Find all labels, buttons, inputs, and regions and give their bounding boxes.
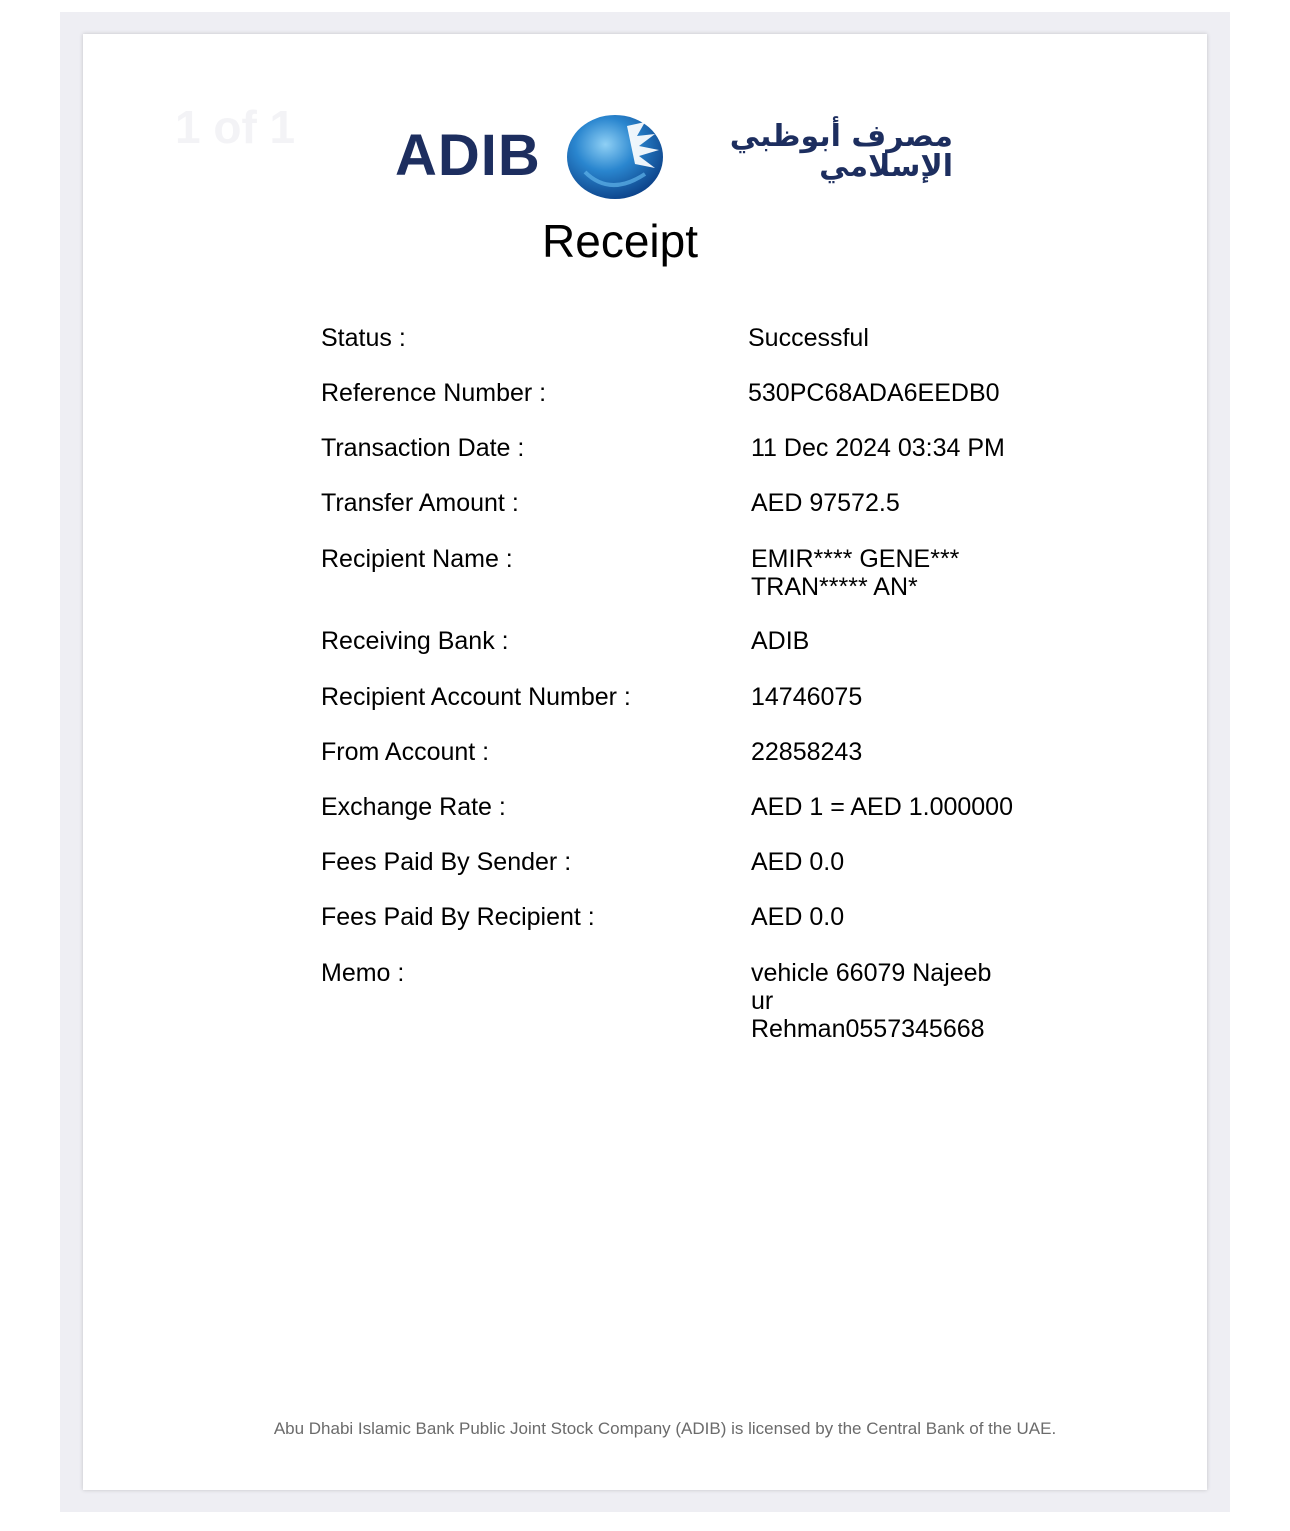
label-fees-paid-by-sender: Fees Paid By Sender : bbox=[321, 848, 572, 876]
label-reference-number: Reference Number : bbox=[321, 379, 547, 407]
label-from-account: From Account : bbox=[321, 738, 490, 766]
value-exchange-rate: AED 1 = AED 1.000000 bbox=[751, 793, 1013, 821]
label-status: Status : bbox=[321, 324, 406, 352]
value-status: Successful bbox=[748, 324, 869, 352]
adib-logo-text: ADIB bbox=[395, 123, 541, 188]
receipt-title: Receipt bbox=[542, 215, 698, 267]
value-reference-number: 530PC68ADA6EEDB0 bbox=[748, 379, 1000, 407]
value-from-account: 22858243 bbox=[751, 738, 863, 766]
footer-license-text: Abu Dhabi Islamic Bank Public Joint Stock Company (ADIB) is licensed by the Central Bank of the UAE. bbox=[273, 1419, 1057, 1438]
label-memo: Memo : bbox=[321, 959, 405, 987]
adib-globe-icon bbox=[565, 112, 665, 202]
value-fees-paid-by-sender: AED 0.0 bbox=[751, 848, 845, 876]
value-memo: vehicle 66079 Najeeb ur Rehman0557345668 bbox=[751, 959, 992, 1043]
arabic-line-1: مصرف أبوظبي bbox=[729, 119, 953, 154]
arabic-line-2: الإسلامي bbox=[819, 149, 953, 184]
label-fees-paid-by-recipient: Fees Paid By Recipient : bbox=[321, 903, 595, 931]
label-recipient-account-number: Recipient Account Number : bbox=[321, 683, 631, 711]
page-counter: 1 of 1 bbox=[175, 101, 296, 153]
receipt-page bbox=[83, 34, 1207, 1490]
label-receiving-bank: Receiving Bank : bbox=[321, 627, 509, 655]
label-transfer-amount: Transfer Amount : bbox=[321, 489, 519, 517]
value-transaction-date: 11 Dec 2024 03:34 PM bbox=[751, 434, 1005, 462]
value-receiving-bank: ADIB bbox=[751, 627, 810, 655]
value-recipient-name: EMIR**** GENE*** TRAN***** AN* bbox=[751, 545, 960, 601]
label-transaction-date: Transaction Date : bbox=[321, 434, 525, 462]
label-recipient-name: Recipient Name : bbox=[321, 545, 513, 573]
value-fees-paid-by-recipient: AED 0.0 bbox=[751, 903, 845, 931]
value-recipient-account-number: 14746075 bbox=[751, 683, 863, 711]
adib-logo-arabic bbox=[683, 119, 953, 184]
value-transfer-amount: AED 97572.5 bbox=[751, 489, 900, 517]
label-exchange-rate: Exchange Rate : bbox=[321, 793, 506, 821]
